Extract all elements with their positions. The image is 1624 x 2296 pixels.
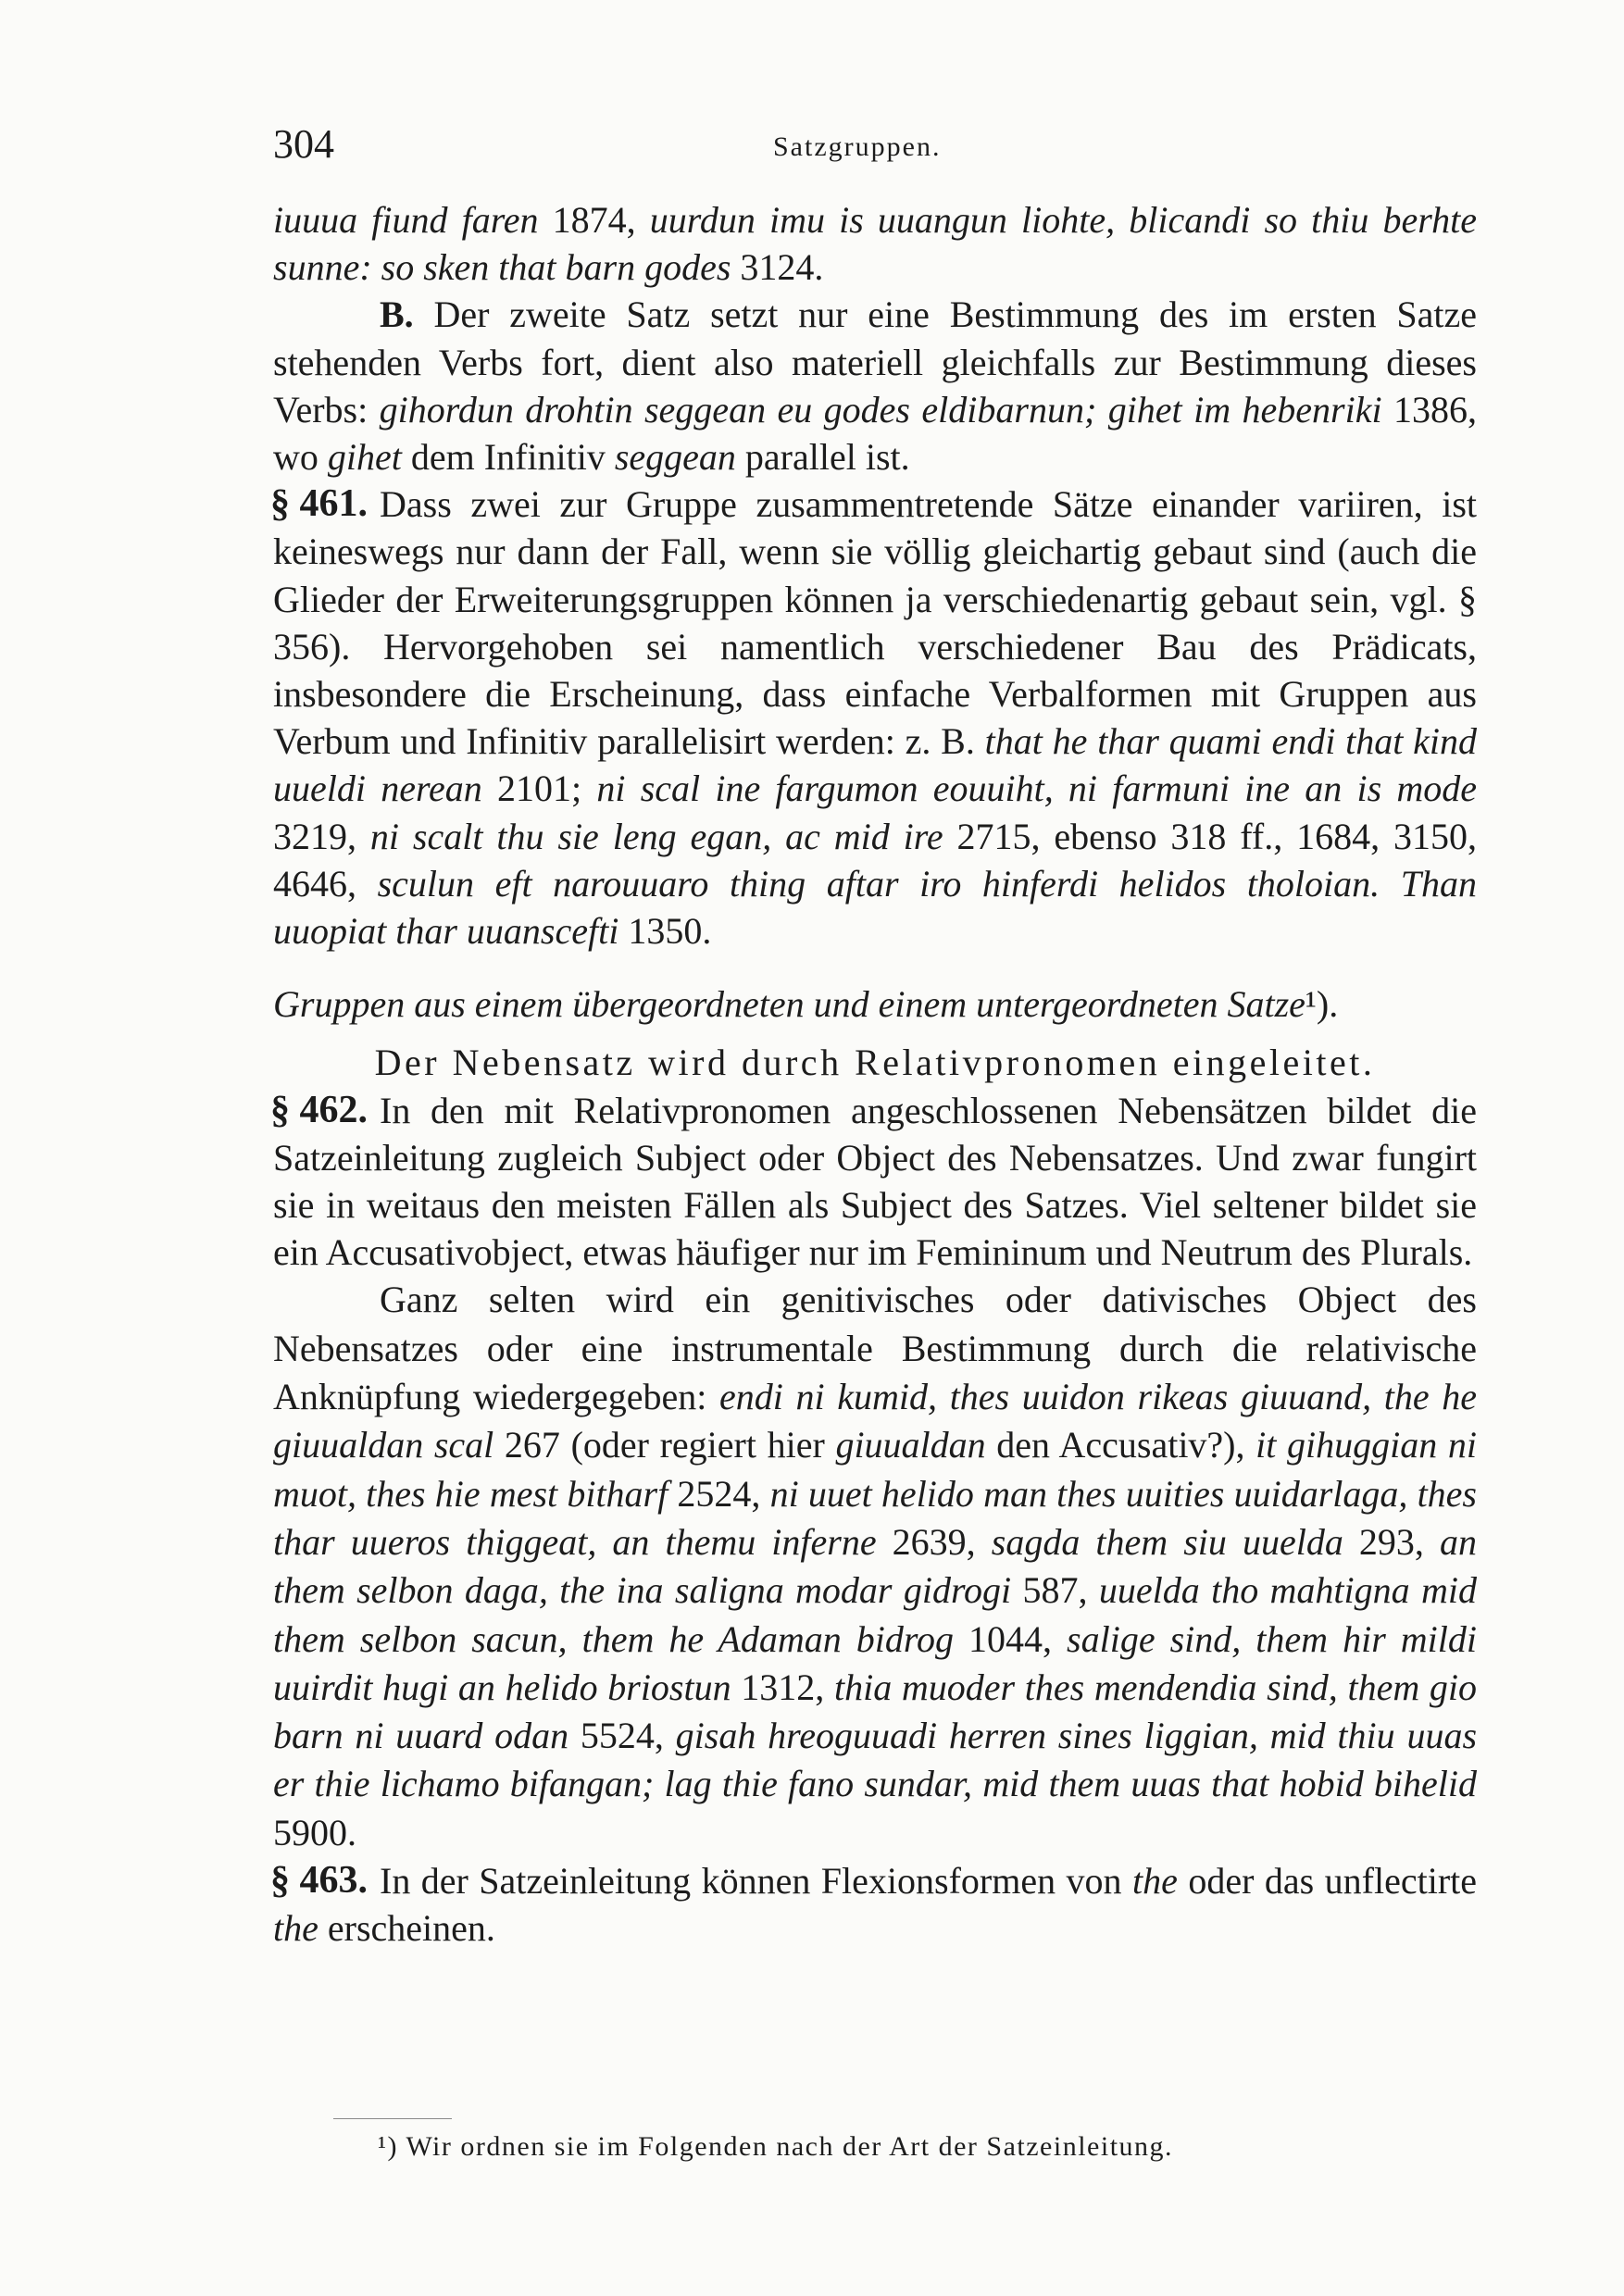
main-text	[270, 196, 1478, 1952]
paragraph	[270, 1857, 1478, 1952]
subsection-heading: Der Nebensatz wird durch Relativpronomen eingeleitet.	[374, 1042, 1376, 1084]
running-title: Satzgruppen.	[773, 131, 942, 162]
page-number: 304	[273, 121, 334, 167]
paragraph: iuuua fiund faren 1874, uurdun imu is uuangun liohte, blicandi so thiu berhte sunne: so sken that barn godes 3124.	[273, 199, 1477, 289]
section-number: § 463.	[270, 1859, 368, 1903]
footnote: ¹) Wir ordnen sie im Folgenden nach der Art der Satzeinleitung.	[378, 2131, 1174, 2162]
paragraph: B. Der zweite Satz setzt nur eine Bestimmung des im ersten Satze stehenden Verbs fort, dient also materiell gleichfalls zur Bestimmung dieses Verbs: gihordun drohtin seggean eu godes eldibarnun; gihet im hebenriki 1386, wo gihet dem Infinitiv seggean parallel ist.	[273, 293, 1477, 479]
paragraph: Ganz selten wird ein genitivisches oder dativisches Object des Nebensatzes oder eine instrumentale Bestimmung durch die relativische Anknüpfung wiedergegeben: endi ni kumid, thes uuidon rikeas giuuand, the he giuualdan scal 267 (oder regiert hier giuualdan den Accusativ?), it gihuggian ni muot, thes hie mest bitharf 2524, ni uuet helido man thes uuities uuidarlaga, thes thar uueros thiggeat, an themu inferne 2639, sagda them siu uuelda 293, an them selbon daga, the ina saligna modar gidrogi 587, uuelda tho mahtigna mid them selbon sacun, them he Adaman bidrog 1044, salige sind, them hir mildi uuirdit hugi an helido briostun 1312, thia muoder thes mendendia sind, them gio barn ni uuard odan 5524, gisah hreoguuadi herren sines liggian, mid thiu uuas er thie lichamo bifangan; lag thie fano sundar, mid them uuas that hobid bihelid 5900.	[273, 1279, 1478, 1853]
paragraph-text: In den mit Relativpronomen angeschlossenen Nebensätzen bildet die Satzeinleitung zugleich Subject oder Object des Nebensatzes. Und zwar fungirt sie in weitaus den meisten Fällen als Subject des Satzes. Viel seltener bildet sie ein Accusativobject, etwas häufiger nur im Femininum und Neutrum des Plurals.	[273, 1089, 1477, 1274]
paragraph-text: In der Satzeinleitung können Flexionsformen von the oder das unflectirte the erscheinen.	[273, 1860, 1478, 1950]
section-number: § 461.	[270, 482, 368, 526]
paragraph	[270, 480, 1478, 955]
section-number: § 462.	[270, 1088, 368, 1131]
page-header	[273, 120, 1477, 176]
footnote-rule	[333, 2118, 452, 2119]
paragraph-text: Dass zwei zur Gruppe zusammentretende Sätze einander variiren, ist keineswegs nur dann der Fall, wenn sie völlig gleichartig gebaut sind (auch die Glieder der Erweiterungsgruppen können ja verschiedenartig gebaut sein, vgl. § 356). Hervorgehoben sei namentlich verschiedener Bau des Prädicats, insbesondere die Erscheinung, dass einfache Verbalformen mit Gruppen aus Verbum und Infinitiv parallelisirt werden: z. B. that he thar quami endi that kind uueldi nerean 2101; ni scal ine fargumon eouuiht, ni farmuni ine an is mode 3219, ni scalt thu sie leng egan, ac mid ire 2715, ebenso 318 ff., 1684, 3150, 4646, sculun eft narouuaro thing aftar iro hinferdi helidos tholoian. Than uuopiat thar uuanscefti 1350.	[273, 483, 1478, 953]
paragraph	[270, 1087, 1477, 1277]
section-heading: Gruppen aus einem übergeordneten und einem untergeordneten Satze¹).	[273, 983, 1339, 1026]
